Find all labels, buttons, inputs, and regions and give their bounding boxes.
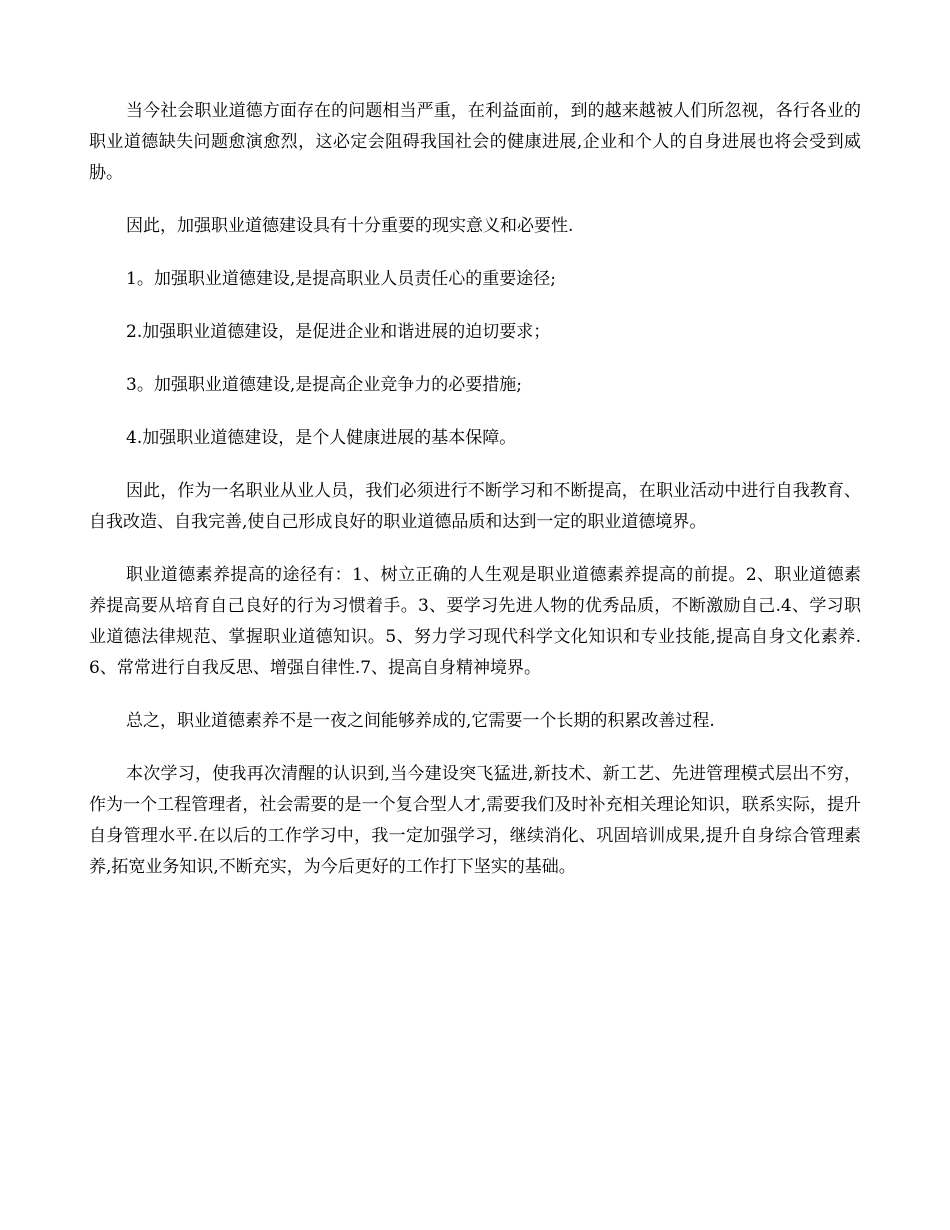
paragraph-2: 因此，加强职业道德建设具有十分重要的现实意义和必要性. (126, 216, 574, 236)
paragraph-8: 职业道德素养提高的途径有：1、树立正确的人生观是职业道德素养提高的前提。2、职业道德素养提高要从培育自己良好的行为习惯着手。3、要学习先进人物的优秀品质，不断激励自己.4、学习职业道德法律规范、掌握职业道德知识。5、努力学习现代科学文化知识和专业技能,提高自身文化素养.6、常常进行自我反思、增强自律性.7、提高自身精神境界。 (89, 565, 861, 678)
document-body (89, 96, 861, 905)
paragraph-7: 因此，作为一名职业从业人员，我们必须进行不断学习和不断提高，在职业活动中进行自我教育、自我改造、自我完善,使自己形成良好的职业道德品质和达到一定的职业道德境界。 (89, 481, 861, 532)
paragraph-4: 2.加强职业道德建设，是促进企业和谐进展的迫切要求； (126, 322, 551, 342)
paragraph-3: 1。加强职业道德建设,是提高职业人员责任心的重要途径; (126, 269, 556, 289)
paragraph-9: 总之，职业道德素养不是一夜之间能够养成的,它需要一个长期的积累改善过程. (126, 711, 715, 731)
paragraph-6: 4.加强职业道德建设，是个人健康进展的基本保障。 (126, 428, 517, 448)
paragraph-1: 当今社会职业道德方面存在的问题相当严重，在利益面前，到的越来越被人们所忽视，各行各业的职业道德缺失问题愈演愈烈，这必定会阻碍我国社会的健康进展,企业和个人的自身进展也将会受到威胁。 (89, 101, 861, 183)
paragraph-10: 本次学习，使我再次清醒的认识到,当今建设突飞猛进,新技术、新工艺、先进管理模式层出不穷，作为一个工程管理者，社会需要的是一个复合型人才,需要我们及时补充相关理论知识，联系实际，提升自身管理水平.在以后的工作学习中，我一定加强学习，继续消化、巩固培训成果,提升自身综合管理素养,拓宽业务知识,不断充实，为今后更好的工作打下坚实的基础。 (89, 764, 861, 877)
paragraph-5: 3。加强职业道德建设,是提高企业竞争力的必要措施; (126, 375, 522, 395)
